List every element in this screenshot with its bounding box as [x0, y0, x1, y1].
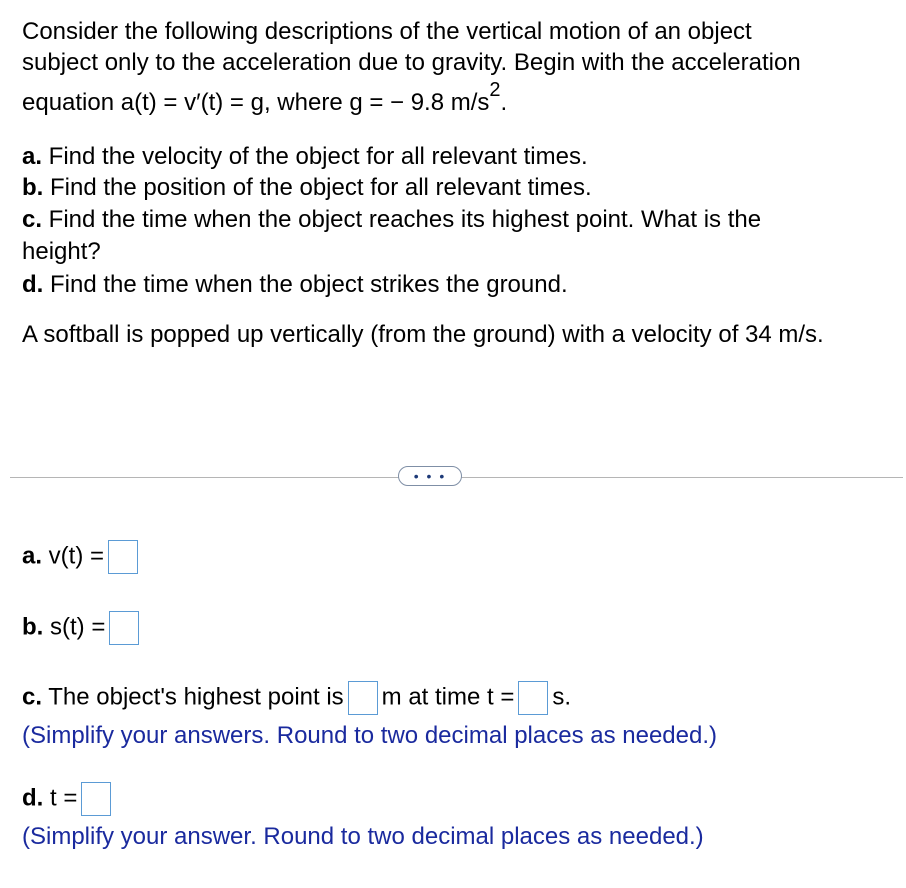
answer-c-label: c. [22, 683, 43, 711]
answer-d-row [22, 782, 115, 816]
ground-time-answer-box[interactable] [81, 782, 111, 816]
max-height-answer-box[interactable] [348, 681, 378, 715]
answer-c-text-after: s. [552, 683, 572, 711]
intro-line-3 [22, 79, 508, 119]
part-c-text: Find the time when the object reaches its highest point. What is the [42, 206, 762, 233]
more-button[interactable]: • • • [398, 466, 462, 486]
scenario-text: A softball is popped up vertically (from the ground) with a velocity of 34 m/s. [22, 321, 824, 348]
part-c-instruction [22, 205, 761, 235]
part-b-instruction [22, 173, 592, 203]
max-height-time-answer-box[interactable] [518, 681, 548, 715]
part-a-text: Find the velocity of the object for all relevant times. [42, 143, 588, 170]
part-b-label: b. [22, 174, 44, 201]
exponent: 2 [489, 79, 501, 101]
answer-c-hint: (Simplify your answers. Round to two decimal places as needed.) [22, 722, 717, 749]
answer-d-label: d. [22, 784, 44, 812]
intro-line-1: Consider the following descriptions of the vertical motion of an object [22, 18, 752, 45]
answer-c-text-before: The object's highest point is [42, 683, 344, 711]
answer-b-label: b. [22, 613, 44, 641]
answer-b-expr: s(t) = [43, 613, 106, 641]
answer-c-row [22, 681, 571, 715]
part-d-instruction [22, 270, 568, 300]
answer-d-hint: (Simplify your answer. Round to two decimal places as needed.) [22, 823, 704, 850]
part-c-instruction-cont: height? [22, 238, 101, 265]
answer-a-label: a. [22, 542, 43, 570]
answer-c-text-middle: m at time t = [381, 683, 515, 711]
acceleration-equation: equation a(t) = v′(t) = g, where g = − 9.8 m/s [22, 89, 490, 116]
part-d-text: Find the time when the object strikes the ground. [43, 271, 568, 298]
part-b-text: Find the position of the object for all relevant times. [43, 174, 592, 201]
answer-a-row [22, 540, 142, 574]
intro-line-2: subject only to the acceleration due to gravity. Begin with the acceleration [22, 49, 801, 76]
part-a-label: a. [22, 143, 43, 170]
position-answer-box[interactable] [109, 611, 139, 645]
answer-a-expr: v(t) = [42, 542, 105, 570]
part-c-label: c. [22, 206, 43, 233]
part-a-instruction [22, 142, 588, 172]
answer-d-expr: t = [43, 784, 78, 812]
velocity-answer-box[interactable] [108, 540, 138, 574]
part-d-label: d. [22, 271, 44, 298]
intro-period: . [500, 89, 508, 116]
answer-b-row [22, 611, 143, 645]
